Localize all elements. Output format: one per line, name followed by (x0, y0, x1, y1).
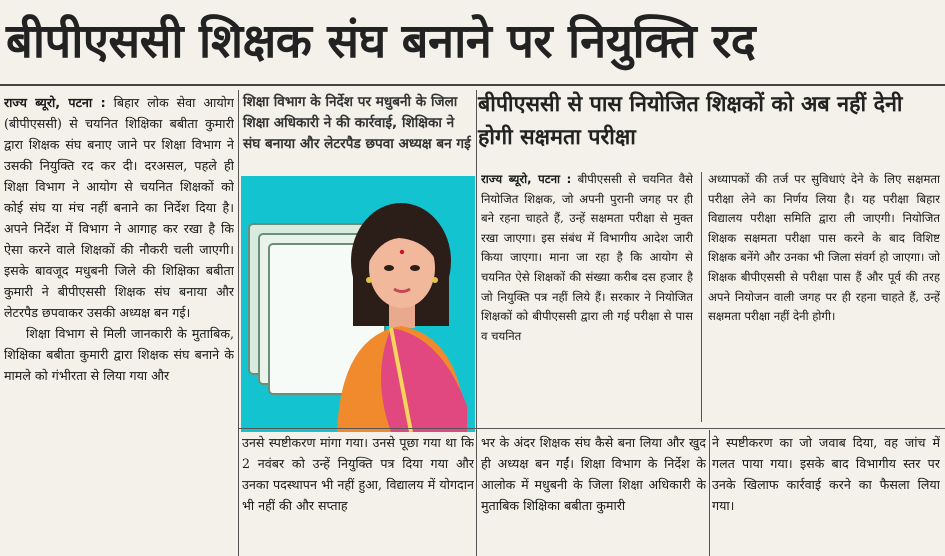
story2-text-a: बीपीएससी से चयनित वैसे नियोजित शिक्षक, जो अपनी पुरानी जगह पर ही बने रहना चाहते हैं, उन्हें सक्षमता परीक्षा से मुक्त रखा जाएगा। इस संबंध में विभागीय आदेश जारी किया जाएगा। माना जा रहा है कि आयोग से चयनित ऐसे शिक्षकों की संख्या करीब दस हजार है जो नियुक्ति पत्र नहीं लिये हैं। सरकार ने नियोजित शिक्षकों को बीपीएससी द्वारा ली गई परीक्षा से पास व चयनित (481, 172, 693, 343)
dateline: राज्य ब्यूरो, पटना : (4, 95, 106, 110)
article-column-1 (4, 92, 234, 556)
story2-column-b (708, 170, 940, 424)
col1-text-2: शिक्षा विभाग से मिली जानकारी के मुताबिक, शिक्षिका बबीता कुमारी द्वारा शिक्षक संघ बनाने के मामले को गंभीरता से लिया गया और (4, 326, 234, 383)
col3-bottom-text: भर के अंदर शिक्षक संघ कैसे बना लिया और खुद ही अध्यक्ष बन गईं। शिक्षा विभाग के निर्देश के आलोक में मधुबनी के जिला शिक्षा अधिकारी के मुताबिक शिक्षिका बबीता कुमारी (481, 435, 706, 513)
teacher-photo (241, 176, 475, 432)
column-divider-1 (238, 90, 239, 556)
story2-text-b: अध्यापकों की तर्ज पर सुविधाएं देने के लिए सक्षमता परीक्षा लेने का निर्णय लिया है। यह परीक्षा बिहार विद्यालय परीक्षा समिति द्वारा ली जाएगी। नियोजित शिक्षक सक्षमता परीक्षा पास करने के बाद विशिष्ट शिक्षक बनेंगे और उनका भी जिला संवर्ग हो जाएगा। जो शिक्षक बीपीएससी से परीक्षा पास हैं और पूर्व की तरह अपने नियोजन वाली जगह पर ही रहना चाहते हैं, उन्हें सक्षमता परीक्षा नहीं देनी होगी। (708, 172, 940, 324)
col2-bottom-text: उनसे स्पष्टीकरण मांगा गया। उनसे पूछा गया था कि 2 नवंबर को उन्हें नियुक्ति पत्र दिया गया और उनका पदस्थापन भी नहीं हुआ, विद्यालय में योगदान भी नहीं की और सप्ताह (242, 435, 474, 513)
col4-bottom-text: ने स्पष्टीकरण का जो जवाब दिया, वह जांच में गलत पाया गया। इसके बाद विभागीय स्तर पर उनके खिलाफ कार्रवाई करने का फैसला लिया गया। (712, 435, 940, 513)
story2-column-a (481, 170, 693, 424)
article-column-4-bottom (712, 432, 940, 556)
col1-text: बिहार लोक सेवा आयोग (बीपीएससी) से चयनित शिक्षिका बबीता कुमारी द्वारा शिक्षक संघ बनाए जाने पर शिक्षा विभाग ने उसकी नियुक्ति रद कर दी। दरअसल, पहले ही शिक्षा विभाग ने आयोग से चयनित शिक्षकों को कोई संघ या मंच नहीं बनाने का निर्देश दिया है। अपने निर्देश में विभाग ने आगाह कर रखा है कि ऐसा करने वाले शिक्षकों की नौकरी चली जाएगी। इसके बावजूद मधुबनी जिले की शिक्षिका बबीता कुमारी ने बीपीएससी शिक्षक संघ बनाया और लेटरपैड छपवाकर उसकी अध्यक्ष बन गई। (4, 95, 234, 320)
headline-rule (0, 84, 945, 86)
column-divider-4 (709, 430, 710, 556)
headline: बीपीएससी शिक्षक संघ बनाने पर नियुक्ति रद (6, 14, 756, 69)
article-column-2-bottom (242, 432, 474, 556)
column-divider-3 (701, 172, 702, 422)
column-divider-2 (476, 90, 477, 556)
sub-headline: शिक्षा विभाग के निर्देश पर मधुबनी के जिला शिक्षा अधिकारी ने की कार्रवाई, शिक्षिका ने संघ बनाया और लेटरपैड छपवा अध्यक्ष बन गई (243, 94, 471, 152)
article-column-3-bottom (481, 432, 706, 556)
story2-bottom-rule (238, 428, 945, 429)
story2-headline: बीपीएससी से पास नियोजित शिक्षकों को अब नहीं देनी होगी सक्षमता परीक्षा (478, 92, 903, 150)
story2-dateline: राज्य ब्यूरो, पटना : (481, 172, 572, 186)
teacher-illustration (241, 176, 475, 432)
